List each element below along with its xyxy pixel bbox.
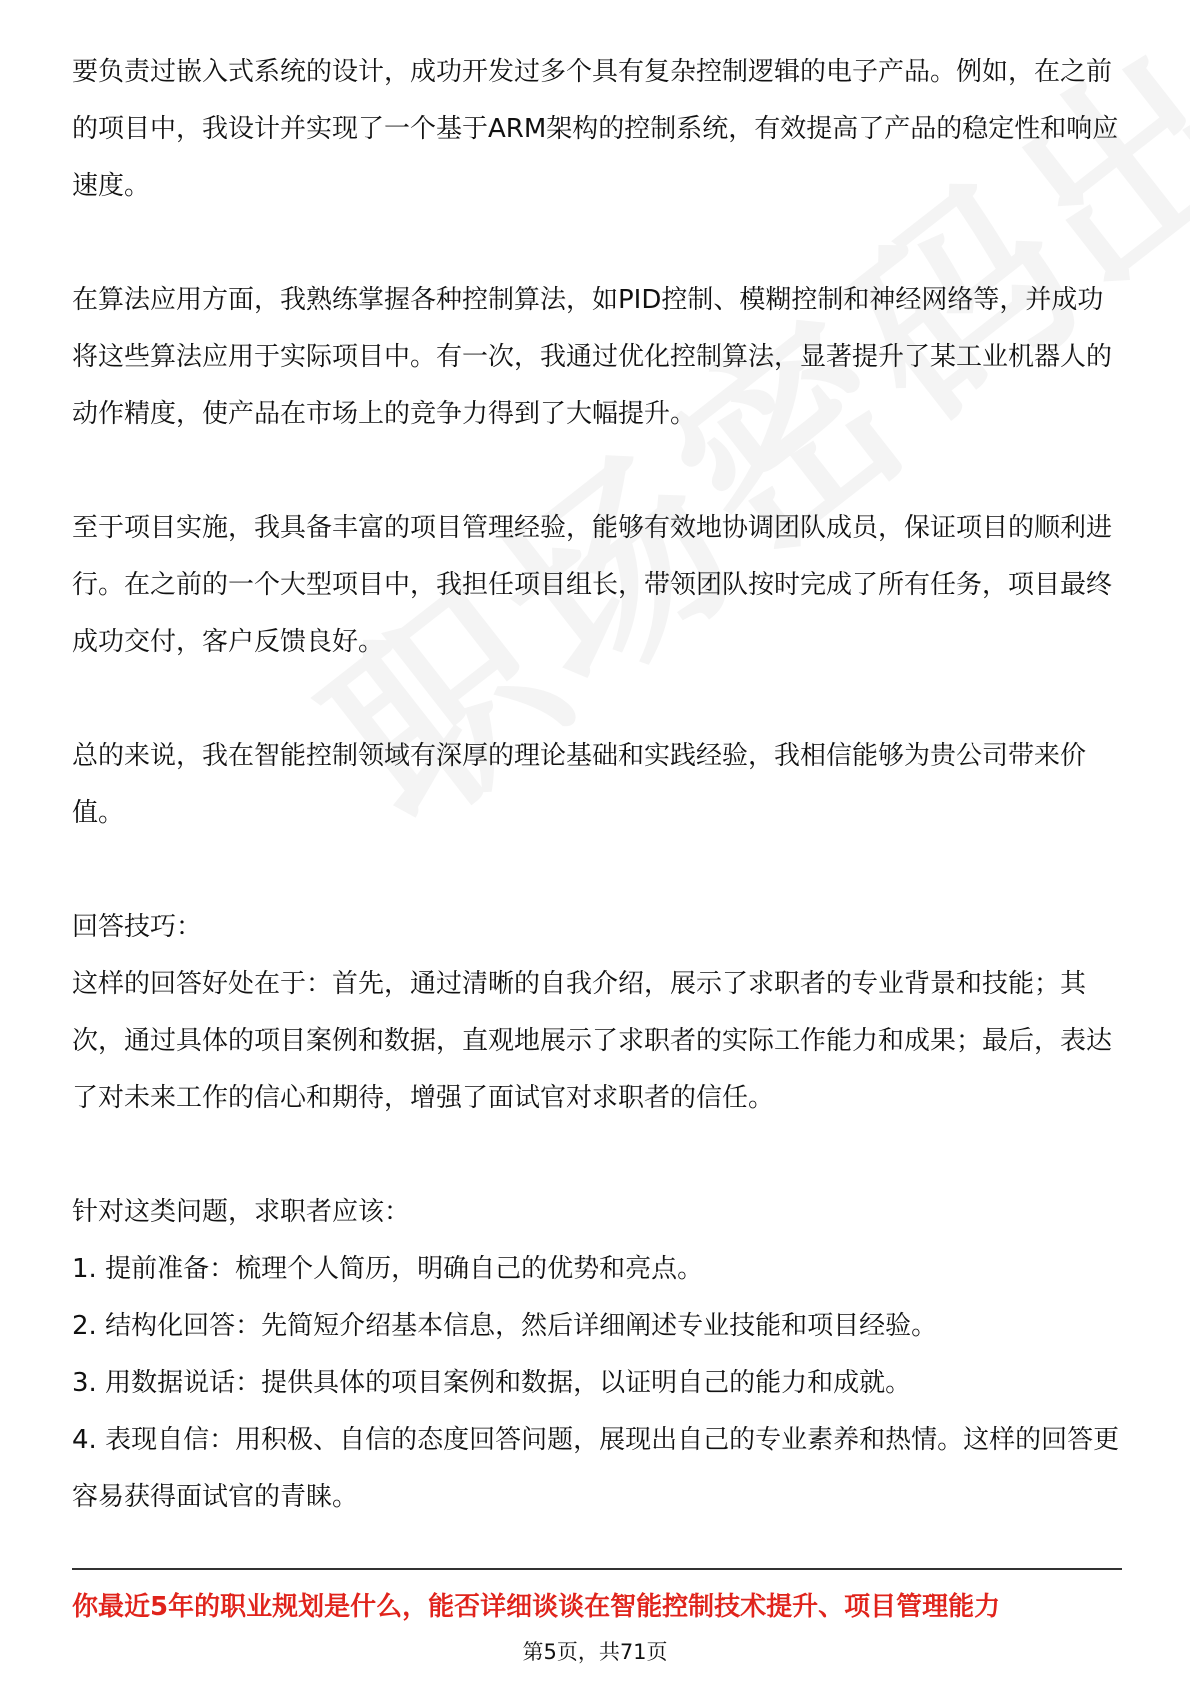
advice-item-1: 1. 提前准备：梳理个人简历，明确自己的优势和亮点。: [72, 1254, 704, 1284]
advice-item-3: 3. 用数据说话：提供具体的项目案例和数据，以证明自己的能力和成就。: [72, 1368, 912, 1398]
paragraph-embedded-systems: 要负责过嵌入式系统的设计，成功开发过多个具有复杂控制逻辑的电子产品。例如，在之前的项目中，我设计并实现了一个基于ARM架构的控制系统，有效提高了产品的稳定性和响应速度。: [72, 57, 1119, 201]
divider: [72, 1568, 1122, 1570]
tips-body: 这样的回答好处在于：首先，通过清晰的自我介绍，展示了求职者的专业背景和技能；其次，通过具体的项目案例和数据，直观地展示了求职者的实际工作能力和成果；最后，表达了对未来工作的信心和期待，增强了面试官对求职者的信任。: [72, 969, 1113, 1113]
advice-item-4: 4. 表现自信：用积极、自信的态度回答问题，展现出自己的专业素养和热情。这样的回答更容易获得面试官的青睐。: [72, 1425, 1120, 1512]
advice-item-2: 2. 结构化回答：先简短介绍基本信息，然后详细阐述专业技能和项目经验。: [72, 1311, 938, 1341]
page-number: 第5页，共71页: [522, 1640, 668, 1664]
advice-heading: 针对这类问题，求职者应该：: [72, 1197, 411, 1227]
next-question-heading: 你最近5年的职业规划是什么，能否详细谈谈在智能控制技术提升、项目管理能力: [72, 1592, 1001, 1622]
document-body: [72, 44, 1122, 1526]
tips-heading: 回答技巧：: [72, 912, 203, 942]
paragraph-summary: 总的来说，我在智能控制领域有深厚的理论基础和实践经验，我相信能够为贵公司带来价值。: [72, 741, 1087, 828]
paragraph-project-management: 至于项目实施，我具备丰富的项目管理经验，能够有效地协调团队成员，保证项目的顺利进行。在之前的一个大型项目中，我担任项目组长，带领团队按时完成了所有任务，项目最终成功交付，客户反馈良好。: [72, 513, 1113, 657]
paragraph-algorithms: 在算法应用方面，我熟练掌握各种控制算法，如PID控制、模糊控制和神经网络等，并成功将这些算法应用于实际项目中。有一次，我通过优化控制算法，显著提升了某工业机器人的动作精度，使产品在市场上的竞争力得到了大幅提升。: [72, 285, 1113, 429]
